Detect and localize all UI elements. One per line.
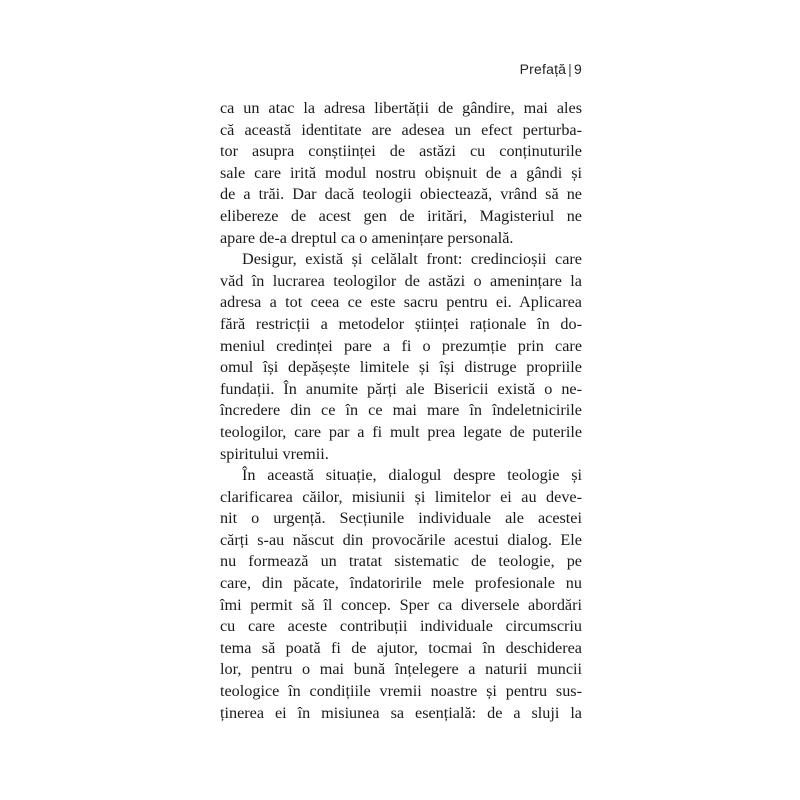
text-line: cu care aceste contribuții individuale circumscriu <box>220 617 582 636</box>
paragraph <box>220 465 582 724</box>
text-line: ținerea ei în misiunea sa esențială: de a sluji la <box>220 703 582 722</box>
text-line: spiritului vremii. <box>220 444 329 463</box>
text-line: sale care irită modul nostru obișnuit de a gândi și <box>220 163 582 182</box>
text-line: tema să poată fi de ajutor, tocmai în deschiderea <box>220 638 582 657</box>
text-line: În această situație, dialogul despre teologie și <box>242 466 582 485</box>
text-line: de a trăi. Dar dacă teologii obiectează, vrând să ne <box>220 185 582 204</box>
text-line: teologice în condițiile vremii noastre și pentru sus- <box>220 682 582 701</box>
paragraph <box>220 249 582 465</box>
text-line: care, din păcate, îndatoririle mele profesionale nu <box>220 574 582 593</box>
text-line: fără restricții a metodelor științei raționale în do- <box>220 314 582 333</box>
text-line: tor asupra conștiinței de astăzi cu conținuturile <box>220 142 582 161</box>
section-title: Prefață <box>519 61 567 77</box>
text-line: ca un atac la adresa libertății de gândire, mai ales <box>220 99 582 117</box>
body-text <box>220 98 582 724</box>
text-line: Desigur, există și celălalt front: credincioșii care <box>242 250 582 269</box>
text-line: teologilor, care par a fi mult prea legate de puterile <box>220 422 582 441</box>
text-line: lor, pentru o mai bună înțelegere a naturii muncii <box>220 660 582 679</box>
text-line: văd în lucrarea teologilor de astăzi o amenințare la <box>220 271 582 290</box>
text-line: meniul credinței pare a fi o prezumție prin care <box>220 336 582 355</box>
text-line: că această identitate are adesea un efect perturba- <box>220 120 582 139</box>
text-line: încredere din ce în ce mai mare în îndeletnicirile <box>220 401 582 420</box>
text-line: omul își depășește limitele și își distruge propriile <box>220 358 582 377</box>
running-header <box>520 61 582 77</box>
text-line: îmi permit să îl concep. Sper ca diversele abordări <box>220 595 582 614</box>
text-line: nu formează un tratat sistematic de teologie, pe <box>220 552 582 571</box>
text-line: apare de-a dreptul ca o amenințare personală. <box>220 228 514 247</box>
paragraph <box>220 98 582 249</box>
text-line: fundații. În anumite părți ale Bisericii există o ne- <box>220 379 582 398</box>
page-number: 9 <box>574 61 582 77</box>
text-line: nit o urgență. Secțiunile individuale ale acestei <box>220 509 582 528</box>
text-line: clarificarea căilor, misiunii și limitelor ei au deve- <box>220 487 582 506</box>
header-separator: | <box>568 61 572 77</box>
text-line: cărți s-au născut din provocările acestui dialog. Ele <box>220 530 582 549</box>
text-line: elibereze de acest gen de iritări, Magisteriul ne <box>220 206 582 225</box>
text-line: adresa a tot ceea ce este sacru pentru ei. Aplicarea <box>220 293 582 312</box>
